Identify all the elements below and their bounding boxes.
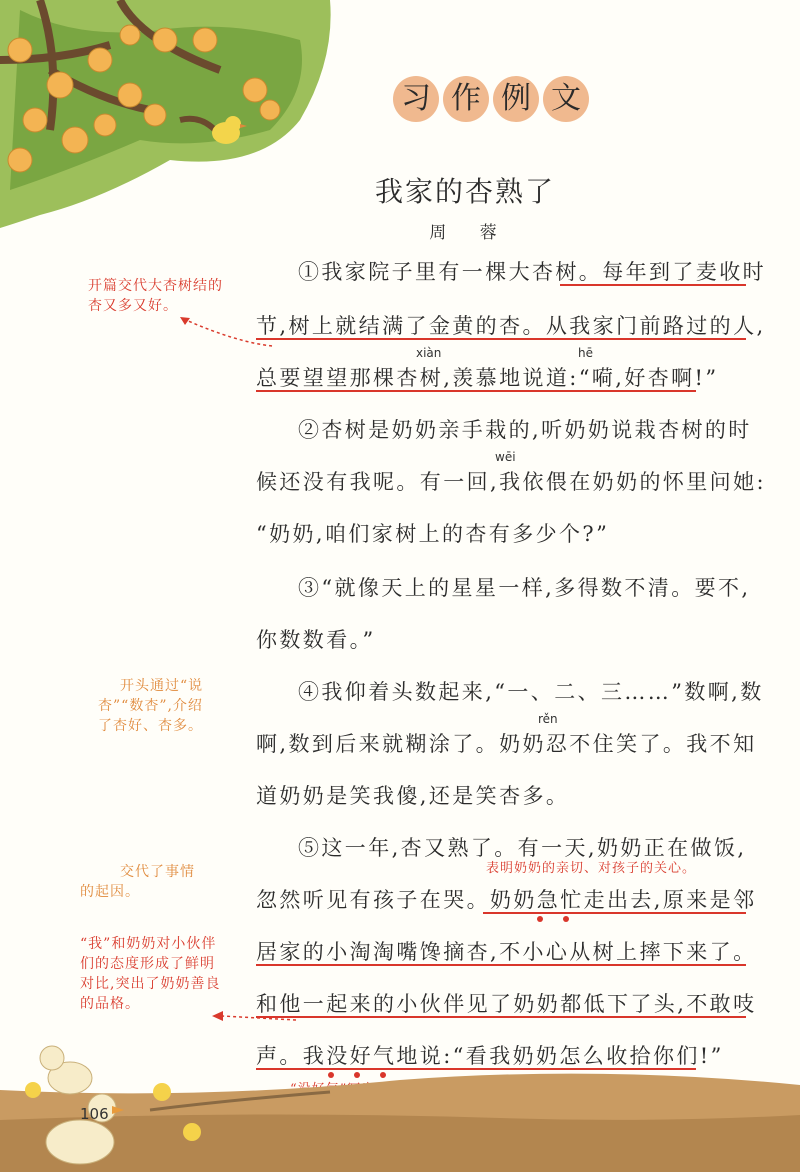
text-line: ②杏树是奶奶亲手栽的,听奶奶说栽杏树的时 bbox=[298, 418, 752, 442]
underline bbox=[256, 964, 746, 966]
underline bbox=[256, 390, 696, 392]
emphasis-dot bbox=[537, 916, 543, 922]
pinyin-wei: wēi bbox=[495, 450, 516, 464]
banner-char: 习 bbox=[393, 76, 439, 122]
annotation-line: 对比,突出了奶奶善良 bbox=[80, 976, 221, 992]
underline bbox=[256, 338, 746, 340]
ducks-ground-illustration bbox=[0, 1020, 800, 1172]
pinyin-he: hē bbox=[578, 346, 593, 360]
annotation-line: 交代了事情 bbox=[120, 864, 195, 880]
annotation-contrast bbox=[80, 934, 220, 1014]
annotation-line: 了杏好、杏多。 bbox=[98, 718, 203, 734]
annotation-opening bbox=[88, 276, 223, 316]
banner-char: 文 bbox=[543, 76, 589, 122]
emphasis-dot bbox=[563, 916, 569, 922]
essay-title: 我家的杏熟了 bbox=[374, 175, 555, 208]
text-line: 啊,数到后来就糊涂了。奶奶忍不住笑了。我不知 bbox=[256, 732, 757, 756]
text-line: 道奶奶是笑我傻,还是笑杏多。 bbox=[256, 784, 570, 808]
text-line: 候还没有我呢。有一回,我依偎在奶奶的怀里问她: bbox=[256, 470, 766, 494]
annotation-line: 杏又多又好。 bbox=[88, 298, 178, 314]
annotation-line: 的品格。 bbox=[80, 996, 140, 1012]
text-line: ③“就像天上的星星一样,多得数不清。要不, bbox=[298, 576, 751, 600]
dashed-arrow bbox=[176, 312, 276, 348]
text-line: ①我家院子里有一棵大杏树。每年到了麦收时 bbox=[298, 260, 766, 284]
annotation-intro-summary bbox=[98, 676, 203, 736]
annotation-line: 开头通过“说 bbox=[120, 678, 204, 694]
text-line: ⑤这一年,杏又熟了。有一天,奶奶正在做饭, bbox=[298, 836, 747, 860]
banner-char: 例 bbox=[493, 76, 539, 122]
text-line: 和他一起来的小伙伴见了奶奶都低下了头,不敢吱 bbox=[256, 992, 757, 1016]
pinyin-xian: xiàn bbox=[416, 346, 442, 360]
underline bbox=[483, 912, 746, 914]
text-line: ④我仰着头数起来,“一、二、三……”数啊,数 bbox=[298, 680, 764, 704]
banner-char: 作 bbox=[443, 76, 489, 122]
section-banner bbox=[393, 76, 589, 122]
text-line: “奶奶,咱们家树上的杏有多少个?” bbox=[256, 522, 610, 546]
text-line: 你数数看。” bbox=[256, 628, 376, 652]
text-line: 忽然听见有孩子在哭。奶奶急忙走出去,原来是邻 bbox=[256, 888, 757, 912]
page-number: 106 bbox=[80, 1105, 109, 1123]
annotation-cause bbox=[80, 862, 195, 902]
text-line: 居家的小淘淘嘴馋摘杏,不小心从树上摔下来了。 bbox=[256, 940, 757, 964]
annotation-line: 的起因。 bbox=[80, 884, 140, 900]
annotation-grandma-care: 表明奶奶的亲切、对孩子的关心。 bbox=[486, 861, 697, 876]
underline bbox=[256, 1016, 746, 1018]
underline bbox=[560, 284, 746, 286]
text-line: 总要望望那棵杏树,羡慕地说道:“嗬,好杏啊!” bbox=[256, 366, 719, 390]
annotation-line: 们的态度形成了鲜明 bbox=[80, 956, 215, 972]
essay-author: 周 蓉 bbox=[429, 223, 511, 243]
annotation-line: 杏”“数杏”,介绍 bbox=[98, 698, 203, 714]
pinyin-ren: rěn bbox=[538, 712, 558, 726]
text-line: 声。我没好气地说:“看我奶奶怎么收拾你们!” bbox=[256, 1044, 724, 1068]
annotation-line: 开篇交代大杏树结的 bbox=[88, 278, 223, 294]
annotation-line: “我”和奶奶对小伙伴 bbox=[80, 936, 217, 952]
text-line: 节,树上就结满了金黄的杏。从我家门前路过的人, bbox=[256, 314, 766, 338]
